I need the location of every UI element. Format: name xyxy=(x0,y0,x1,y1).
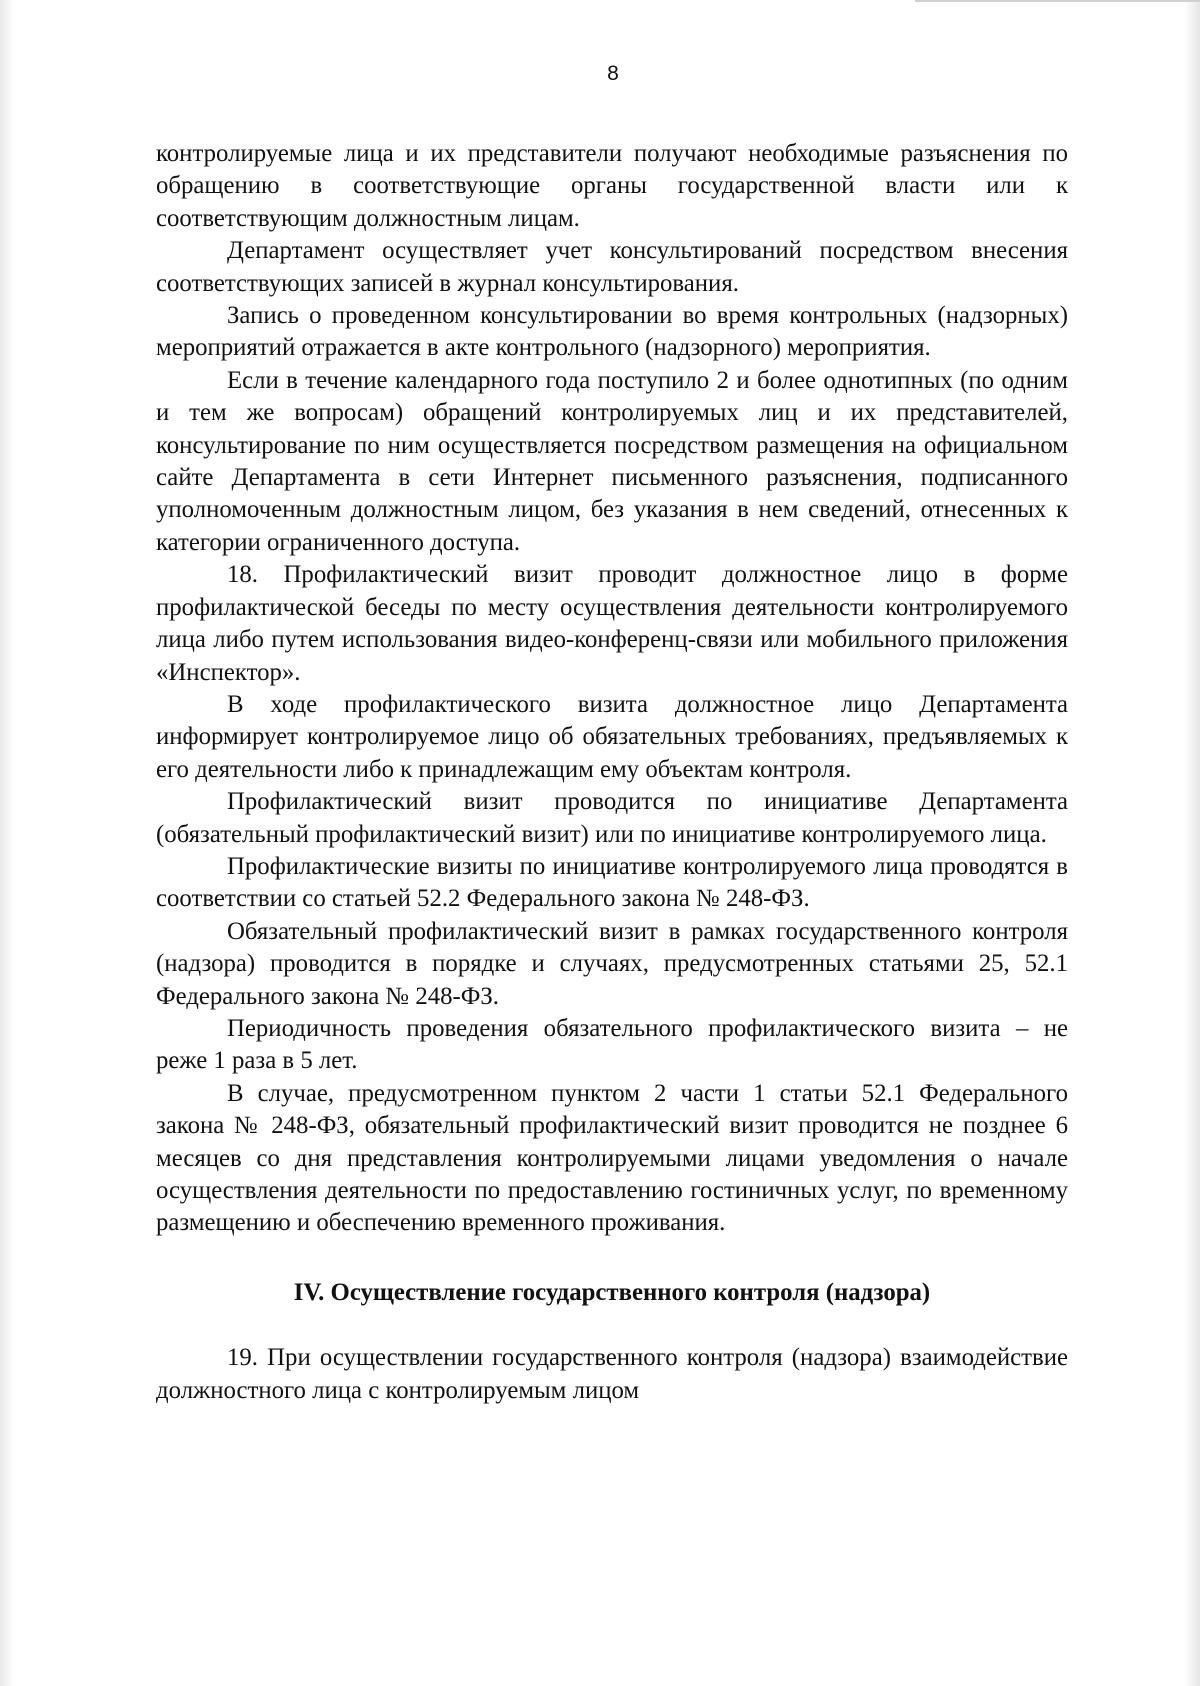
paragraph: В случае, предусмотренном пунктом 2 части 1 статьи 52.1 Федерального закона № 248-ФЗ, обязательный профилактический визит проводится не позднее 6 месяцев со дня представления контролируемыми лицами уведомления о начале осуществления деятельности по предоставлению гостиничных услуг, по временному размещению и обеспечению временного проживания. xyxy=(156,1079,1068,1237)
paragraph: Профилактический визит проводится по инициативе Департамента (обязательный профилактический визит) или по инициативе контролируемого лица. xyxy=(156,788,1068,848)
paragraph-item-18: 18. Профилактический визит проводит должностное лицо в форме профилактической беседы по месту осуществления деятельности контролируемого лица либо путем использования видео-конференц-связи или мобильного приложения «Инспектор». xyxy=(156,561,1068,686)
document-body xyxy=(156,138,1068,1407)
paragraph: Периодичность проведения обязательного профилактического визита – не реже 1 раза в 5 лет. xyxy=(156,1014,1068,1075)
scan-top-line xyxy=(915,0,1200,2)
scan-edge-left xyxy=(0,0,14,1686)
paragraph: Запись о проведенном консультировании во время контрольных (надзорных) мероприятий отражается в акте контрольного (надзорного) мероприятия. xyxy=(156,302,1068,362)
page-number: 8 xyxy=(607,62,619,85)
paragraph: Профилактические визиты по инициативе контролируемого лица проводятся в соответствии со статьей 52.2 Федерального закона № 248-ФЗ. xyxy=(156,852,1068,913)
paragraph: В ходе профилактического визита должностное лицо Департамента информирует контролируемое лицо об обязательных требованиях, предъявляемых к его деятельности либо к принадлежащим ему объектам контроля. xyxy=(156,690,1068,783)
paragraph: Обязательный профилактический визит в рамках государственного контроля (надзора) проводится в порядке и случаях, предусмотренных статьями 25, 52.1 Федерального закона № 248-ФЗ. xyxy=(156,917,1068,1010)
paragraph: Департамент осуществляет учет консультирований посредством внесения соответствующих записей в журнал консультирования. xyxy=(156,237,1068,297)
scan-edge-right xyxy=(1184,0,1200,1686)
paragraph: Если в течение календарного года поступило 2 и более однотипных (по одним и тем же вопросам) обращений контролируемых лиц и их представителей, консультирование по ним осуществляется посредством размещения на официальном сайте Департамента в сети Интернет письменного разъяснения, подписанного уполномоченным должностным лицом, без указания в нем сведений, отнесенных к категории ограниченного доступа. xyxy=(156,366,1068,556)
section-heading: IV. Осуществление государственного контроля (надзора) xyxy=(293,1278,931,1306)
paragraph-item-19: 19. При осуществлении государственного контроля (надзора) взаимодействие должностного лица с контролируемым лицом xyxy=(156,1344,1068,1404)
paragraph: контролируемые лица и их представители получают необходимые разъяснения по обращению в соответствующие органы государственной власти или к соответствующим должностным лицам. xyxy=(156,140,1068,232)
